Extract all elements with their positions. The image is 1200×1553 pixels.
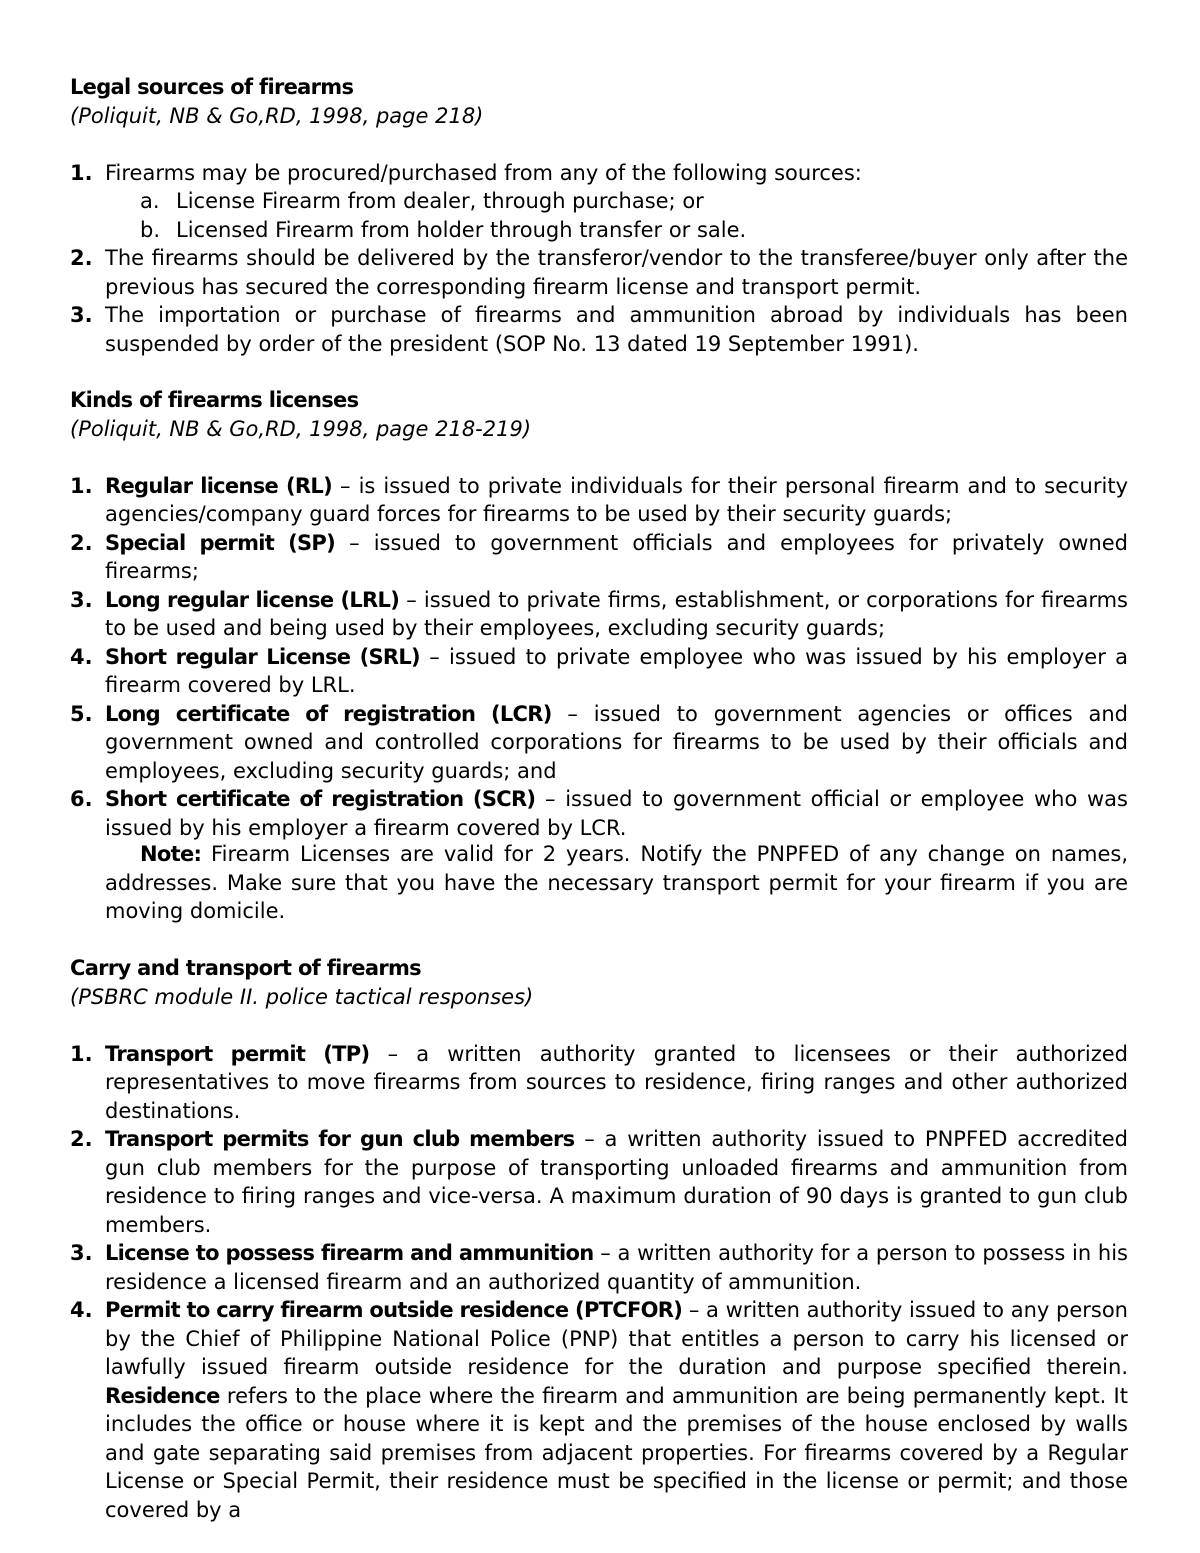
item-term: Long certificate of registration (LCR) bbox=[105, 701, 552, 726]
item-number: 4. bbox=[70, 644, 93, 669]
section-title: Legal sources of firearms bbox=[70, 75, 354, 99]
item-text: The firearms should be delivered by the transferor/vendor to the transferee/buyer only after the previous has secured the corresponding firearm license and transport permit. bbox=[105, 246, 1128, 299]
item-number: 2. bbox=[70, 1127, 93, 1151]
item-term: Transport permit (TP) bbox=[105, 1041, 370, 1066]
list-item bbox=[70, 1040, 1128, 1126]
item-text: – issued to government agencies or offices and government owned and controlled corporations for firearms to be used by their officials and employees, excluding security guards; and bbox=[105, 701, 1128, 783]
note-text: Firearm Licenses are valid for 2 years. Notify the PNPFED of any change on names, addresses. Make sure that you have the necessary transport permit for your firearm if you are moving domicile. bbox=[105, 842, 1128, 923]
item-text-continued: refers to the place where the firearm and ammunition are being permanently kept. It includes the office or house where it is kept and the premises of the house enclosed by walls and gate separating said premises from adjacent properties. For firearms covered by a Regular License or Special Permit, their residence must be specified in the license or permit; and those covered by a bbox=[105, 1383, 1128, 1522]
note-label: Note: bbox=[140, 842, 202, 866]
sub-item-label: b. bbox=[140, 217, 161, 242]
list-item bbox=[70, 244, 1128, 301]
item-number: 2. bbox=[70, 530, 93, 555]
list-item bbox=[70, 472, 1128, 529]
item-text: – a written authority issued to PNPFED accredited gun club members for the purpose of transporting unloaded firearms and ammunition from residence to firing ranges and vice-versa. A maximum duration of 90 days is granted to gun club members. bbox=[105, 1127, 1128, 1237]
section-source: (Poliquit, NB & Go,RD, 1998, page 218-219) bbox=[70, 416, 532, 441]
item-text: – issued to private firms, establishment, or corporations for firearms to be used and being used by their employees, excluding security guards; bbox=[105, 587, 1128, 640]
item-term: License to possess firearm and ammunition bbox=[105, 1241, 594, 1265]
list-item bbox=[70, 1125, 1128, 1239]
item-text: – a written authority issued to any person by the Chief of Philippine National Police (PNP) that entitles a person to carry his licensed or lawfully issued firearm outside residence for the duration and purpose specified therein. bbox=[105, 1298, 1128, 1379]
item-term: Short certificate of registration (SCR) bbox=[105, 787, 536, 811]
list-item bbox=[70, 1296, 1128, 1524]
section-source: (PSBRC module II. police tactical responses) bbox=[70, 984, 534, 1009]
sub-item-text: License Firearm from dealer, through purchase; or bbox=[176, 189, 704, 213]
licenses-list bbox=[70, 472, 1128, 843]
list-item bbox=[70, 785, 1128, 842]
section-title: Kinds of firearms licenses bbox=[70, 388, 359, 412]
item-text: The importation or purchase of firearms and ammunition abroad by individuals has been suspended by order of the president (SOP No. 13 dated 19 September 1991). bbox=[105, 303, 1128, 356]
item-number: 1. bbox=[70, 1041, 93, 1066]
item-term: Short regular License (SRL) bbox=[105, 644, 420, 669]
item-text: – issued to government officials and employees for privately owned firearms; bbox=[105, 530, 1129, 583]
sub-item-text: Licensed Firearm from holder through transfer or sale. bbox=[176, 217, 747, 242]
item-number: 2. bbox=[70, 246, 93, 270]
item-number: 4. bbox=[70, 1298, 93, 1322]
sub-list bbox=[105, 187, 1128, 244]
item-term: Regular license (RL) bbox=[105, 473, 332, 498]
item-text: – a written authority granted to licensees or their authorized representatives to move firearms from sources to residence, firing ranges and other authorized destinations. bbox=[105, 1041, 1128, 1123]
list-item bbox=[70, 529, 1128, 586]
item-text: – a written authority for a person to possess in his residence a licensed firearm and an authorized quantity of ammunition. bbox=[105, 1241, 1128, 1294]
item-term: Long regular license (LRL) bbox=[105, 587, 400, 612]
sources-list bbox=[70, 159, 1128, 359]
sub-list-item bbox=[140, 216, 1128, 245]
item-text: – is issued to private individuals for their personal firearm and to security agencies/company guard forces for firearms to be used by their security guards; bbox=[105, 473, 1128, 526]
item-number: 3. bbox=[70, 587, 93, 612]
section-legal-sources bbox=[70, 73, 1128, 358]
item-number: 3. bbox=[70, 303, 93, 327]
section-carry-transport bbox=[70, 954, 1128, 1524]
item-term: Special permit (SP) bbox=[105, 530, 336, 555]
item-text: – issued to private employee who was issued by his employer a firearm covered by LRL. bbox=[105, 644, 1128, 697]
item-text: Firearms may be procured/purchased from any of the following sources: bbox=[105, 160, 862, 185]
item-text: – issued to government official or employee who was issued by his employer a firearm covered by LCR. bbox=[105, 787, 1128, 840]
section-title: Carry and transport of firearms bbox=[70, 956, 421, 980]
section-kinds-of-licenses bbox=[70, 386, 1128, 842]
item-number: 1. bbox=[70, 473, 93, 498]
section-source: (Poliquit, NB & Go,RD, 1998, page 218) bbox=[70, 103, 484, 128]
item-term: Permit to carry firearm outside residence (PTCFOR) bbox=[105, 1298, 683, 1322]
item-term-residence: Residence bbox=[105, 1383, 220, 1408]
list-item bbox=[70, 643, 1128, 700]
item-number: 6. bbox=[70, 787, 93, 811]
list-item bbox=[70, 301, 1128, 358]
item-term: Transport permits for gun club members bbox=[105, 1127, 575, 1151]
item-number: 5. bbox=[70, 701, 93, 726]
item-number: 1. bbox=[70, 160, 93, 185]
note-paragraph bbox=[105, 840, 1128, 926]
list-item bbox=[70, 586, 1128, 643]
list-item bbox=[70, 1239, 1128, 1296]
sub-list-item bbox=[140, 187, 1128, 216]
item-number: 3. bbox=[70, 1241, 93, 1265]
list-item bbox=[70, 159, 1128, 245]
permits-list bbox=[70, 1040, 1128, 1525]
list-item bbox=[70, 700, 1128, 786]
sub-item-label: a. bbox=[140, 189, 160, 213]
